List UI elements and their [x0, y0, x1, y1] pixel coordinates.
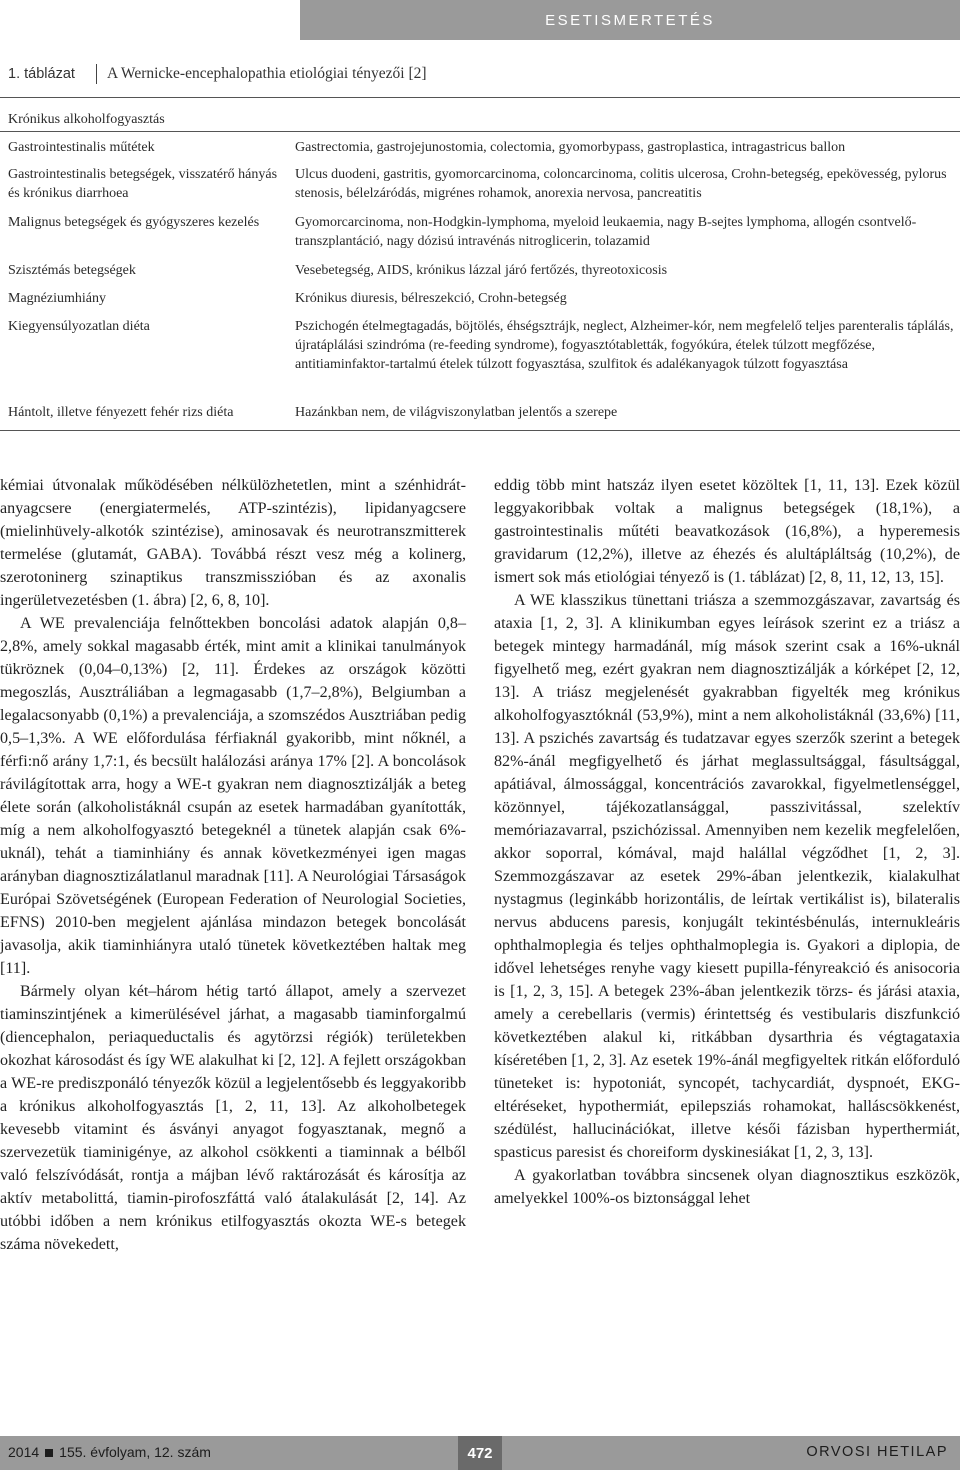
paragraph: A WE klasszikus tünettani triásza a szemmozgászavar, zavartság és ataxia [1, 2, 3]. A klinikumban egyes leírások szerint ez a triász a betegek mintegy harmadánál, míg mások szerint csak a 16%-uknál figyelhető meg, ezért gyakran nem diagnosztizálják a kórképet [2, 12, 13]. A triász megjelenését gyakrabban figyelték meg krónikus alkoholfogyasztóknál (53,9%), mint a nem alkoholistáknál (33,6%) [11, 13]. A pszichés zavartság és tudatzavar egyes szerzők szerint a betegek 82%-ánál megfigyelhető és járhat meglassultsággal, fásultsággal, apátiával, álmossággal, koncentrációs zavarokkal, figyelmetlenséggel, közönnyel, tájékozatlansággal, passzivitással, szelektív memóriazavarral, pszichózissal. Amennyiben nem kezelik megfelelően, akkor soporral, kómával, majd halállal végződhet [1, 2, 3]. Szemmozgászavar az esetek 29%-ában jelentkezik, kialakulhat nystagmus (leginkább horizontális, de leírtak vertikálist is), bilateralis nervus abducens paresis, konjugált tekintésbénulás, internukleáris ophthalmoplegia és teljes ophthalmoplegia is. Gyakori a diplopia, de idővel lehetséges renyhe vagy kiesett pupilla-fényreakció és anisocoria is [1, 2, 3, 15]. A betegek 23%-ában jelentkezik törzs- és járási ataxia, amely a cerebellaris (vermis) érintettség és vestibularis diszfunkció következtében alakul ki, ritkábban dysarthria és végtagataxia kíséretében [1, 2, 3]. Az esetek 19%-ánál megfigyeltek ritkán előforduló tüneteket is: hypotoniát, syncopét, tachycardiát, dyspnoét, EKG-eltéréseket, hypothermiát, epilepsziás rohamokat, halláscsökkenést, szédülést, hallucinációkat, illetve késői fázisban hyperthermiát, spasticus paresist és choreiform dyskinesiákat [1, 2, 3, 13].	[494, 592, 960, 1161]
journal-name: ORVOSI HETILAP	[806, 1444, 948, 1460]
table-cell-examples: Krónikus diuresis, bélreszekció, Crohn-betegség	[295, 291, 567, 306]
section-header: ESETISMERTETÉS	[300, 0, 960, 40]
table-header-rule	[0, 131, 960, 132]
table-bottom-rule	[0, 430, 960, 431]
table-cell-examples: Gastrectomia, gastrojejunostomia, colectomia, gyomorbypass, gastroplastica, intragastricus ballon	[295, 140, 846, 155]
table-cell-factor: Krónikus alkoholfogyasztás	[8, 112, 165, 127]
table-cell-factor: Magnéziumhiány	[8, 291, 106, 306]
body-column-left	[0, 474, 466, 1256]
table-cell-factor: Gastrointestinalis betegségek, visszatérő hányás és krónikus diarrhoea	[8, 167, 278, 201]
body-column-right	[494, 474, 960, 1210]
table-cell-factor: Kiegyensúlyozatlan diéta	[8, 319, 150, 334]
paragraph: kémiai útvonalak működésében nélkülözhetetlen, mint a szénhidrát-anyagcsere (energiatermelés, ATP-szintézis), lipidanyagcsere (mielinhüvely-alkotók szintézise), aminosavak és neurotranszmitterek termelése (glutamát, GABA). Továbbá részt vesz még a kolinerg, szerotoninerg szinaptikus transzmisszióban és az axonalis ingerületvezetésben (1. ábra) [2, 6, 8, 10].	[0, 477, 466, 609]
table-label: 1. táblázat	[8, 66, 75, 82]
caption-separator	[96, 64, 97, 84]
table-cell-factor: Szisztémás betegségek	[8, 263, 136, 278]
square-bullet-icon	[45, 1449, 53, 1457]
paragraph: eddig több mint hatszáz ilyen esetet közöltek [1, 11, 13]. Ezek közül leggyakoribbak voltak a malignus betegségek (18,1%), a gastrointestinalis műtéti beavatkozások (16,8%), a hyperemesis gravidarum (12,2%), illetve az éhezés és alultápláltság (10,2%), de ismert sok más etiológiai tényező is (1. táblázat) [2, 8, 11, 12, 13, 15].	[494, 477, 960, 586]
footer-volume: 155. évfolyam, 12. szám	[59, 1444, 211, 1460]
table-title: A Wernicke-encephalopathia etiológiai tényezői [2]	[107, 65, 427, 82]
table-cell-factor: Malignus betegségek és gyógyszeres kezelés	[8, 215, 260, 230]
table-cell-factor: Hántolt, illetve fényezett fehér rizs diéta	[8, 405, 234, 420]
table-cell-examples: Hazánkban nem, de világviszonylatban jelentős a szerepe	[295, 405, 618, 420]
table-cell-examples: Pszichogén ételmegtagadás, böjtölés, éhségsztrájk, neglect, Alzheimer-kór, nem megfelelő teljes parenteralis táplálás, újratáplálási szindróma (re-feeding syndrome), fogyasztótabletták, fogyókúra, ételek túlzott megfőzése, antitiaminfaktor-tartalmú ételek túlzott fogyasztása, szulfitok és adalékanyagok túlzott fogyasztása	[295, 319, 954, 372]
paragraph: A gyakorlatban továbbra sincsenek olyan diagnosztikus eszközök, amelyekkel 100%-os biztonsággal lehet	[494, 1167, 960, 1207]
footer-year: 2014	[8, 1444, 40, 1460]
table-cell-examples: Vesebetegség, AIDS, krónikus lázzal járó fertőzés, thyreotoxicosis	[295, 263, 668, 278]
table-cell-examples: Ulcus duodeni, gastritis, gyomorcarcinoma, coloncarcinoma, colitis ulcerosa, Crohn-betegség, epekövesség, pylorus stenosis, bélelzáródás, migrénes rohamok, anorexia nervosa, pancreatitis	[295, 167, 947, 201]
table-cell-factor: Gastrointestinalis műtétek	[8, 140, 155, 155]
table-cell-examples: Gyomorcarcinoma, non-Hodgkin-lymphoma, myeloid leukaemia, nagy B-sejtes lymphoma, allogén csontvelő-transzplantáció, nagy dózisú intravénás nitroglicerin, tolazamid	[295, 215, 917, 249]
table-caption	[8, 62, 960, 90]
page-footer	[0, 1436, 960, 1470]
page-number: 472	[458, 1436, 502, 1470]
paragraph: A WE prevalenciája felnőttekben boncolási adatok alapján 0,8–2,8%, amely sokkal magasabb érték, mint amit a klinikai tanulmányok tükröznek (0,04–0,13%) [2, 11]. Érdekes az országok közötti megoszlás, Ausztráliában a legmagasabb (1,7–2,8%), Belgiumban a legalacsonyabb (0,1%) a prevalenciája, a szomszédos Ausztriában pedig 0,5–1,3%. A WE előfordulása férfiaknál gyakoribb, mint nőknél, a férfi:nő arány 1,7:1, és becsült halálozási aránya 17% [2]. A boncolások rávilágítottak arra, hogy a WE-t gyakran nem diagnosztizálják a beteg élete során (alkoholistáknál csupán az esetek harmadában gyanították, míg a nem alkoholfogyasztó betegeknél a tünetek alapján csak 6%-uknál), tehát a tiaminhiány és annak következményei igen magas arányban diagnosztizálatlanul maradnak [11]. A Neurológiai Társaságok Európai Szövetségének (European Federation of Neurologial Societies, EFNS) 2010-ben megjelent ajánlása mindazon betegek boncolását javasolja, akik tiaminhiányra utaló tünetek következtében haltak meg [11].	[0, 615, 466, 977]
table-top-rule	[0, 97, 960, 98]
paragraph: Bármely olyan két–három hétig tartó állapot, amely a szervezet tiaminszintjének a kimerülésével járhat, a magasabb tiaminforgalmú (diencephalon, periaqueductalis és agytörzsi régiók) területekben okozhat károsodást és így WE alakulhat ki [2, 12]. A fejlett országokban a WE-re prediszponáló tényezők közül a legjelentősebb és leggyakoribb a krónikus alkoholfogyasztás [1, 2, 11, 13]. Az alkoholbetegek kevesebb vitamint és ásványi anyagot fogyasztanak, megnő a szervezetük tiaminigénye, az alkohol csökkenti a tiaminnak a bélből való felszívódását, rontja a májban lévő raktározását és károsítja az aktív metabolittá, tiamin-pirofoszfáttá való átalakulását [2, 14]. Az utóbbi időben a nem krónikus etilfogyasztás okozta WE-s betegek száma növekedett,	[0, 983, 466, 1253]
footer-issue	[8, 1444, 211, 1460]
